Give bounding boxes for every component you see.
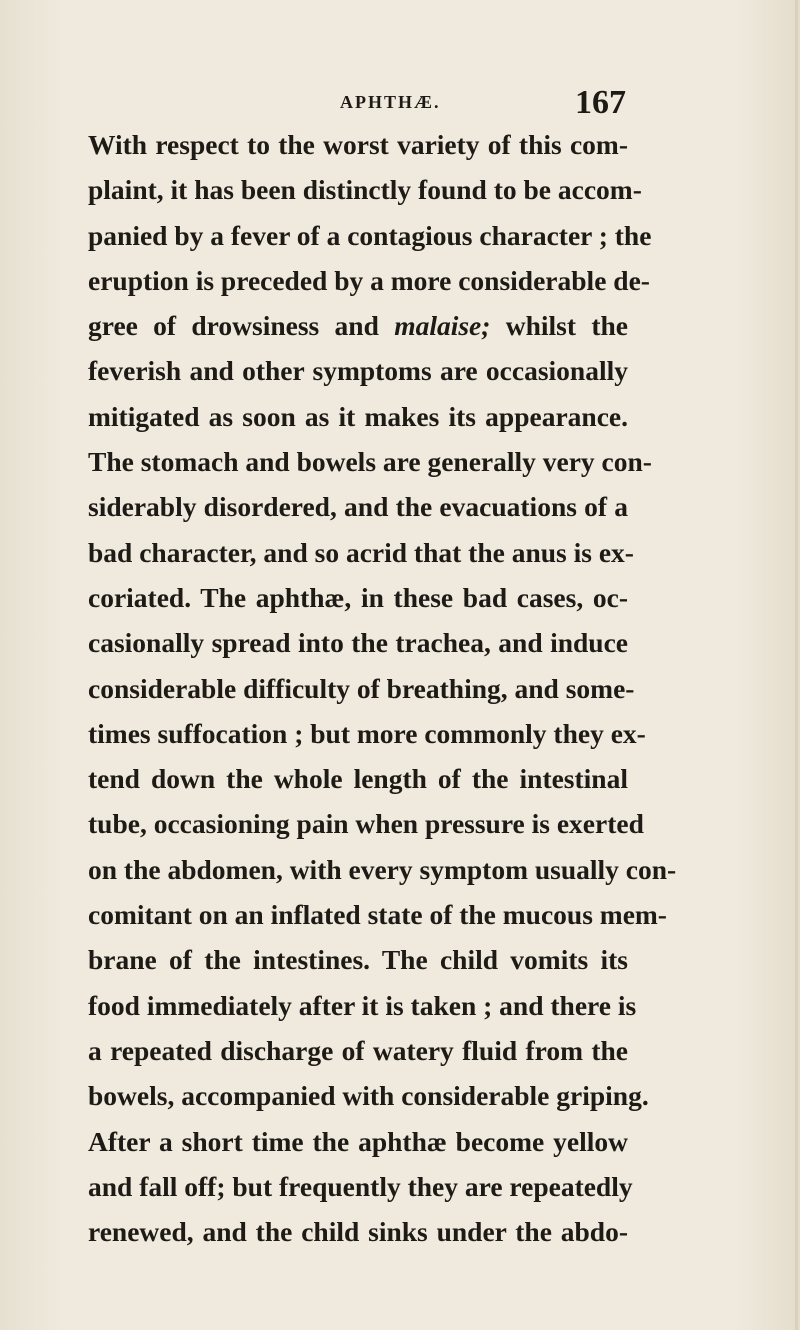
running-head bbox=[0, 84, 800, 122]
page-edge bbox=[795, 0, 798, 1330]
text-line: times suffocation ; but more commonly they ex- bbox=[88, 717, 646, 749]
text-line: panied by a fever of a contagious character ; the bbox=[88, 219, 652, 251]
text-line: food immediately after it is taken ; and there is bbox=[88, 989, 637, 1021]
text-line: renewed, and the child sinks under the abdo- bbox=[88, 1216, 628, 1248]
text-segment: gree of drowsiness and bbox=[88, 310, 395, 342]
body-text bbox=[88, 122, 677, 1254]
text-line: With respect to the worst variety of this com- bbox=[88, 129, 628, 160]
text-line: considerable difficulty of breathing, and some- bbox=[88, 672, 635, 704]
text-line: a repeated discharge of watery fluid from the bbox=[88, 1034, 628, 1066]
text-line: brane of the intestines. The child vomits its bbox=[88, 944, 628, 976]
text-line: tend down the whole length of the intestinal bbox=[88, 763, 628, 795]
text-line: on the abdomen, with every symptom usually con- bbox=[88, 853, 677, 885]
text-line: mitigated as soon as it makes its appearance. bbox=[88, 400, 628, 432]
text-line bbox=[88, 303, 628, 348]
text-line: tube, occasioning pain when pressure is exerted bbox=[88, 808, 644, 840]
text-segment: whilst the bbox=[490, 310, 628, 342]
text-line: comitant on an inflated state of the mucous mem- bbox=[88, 899, 667, 931]
text-line: plaint, it has been distinctly found to be accom- bbox=[88, 174, 642, 206]
text-line: casionally spread into the trachea, and induce bbox=[88, 627, 628, 659]
text-line: coriated. The aphthæ, in these bad cases, oc- bbox=[88, 581, 628, 613]
text-line: eruption is preceded by a more considerable de- bbox=[88, 264, 650, 296]
text-line: After a short time the aphthæ become yellow bbox=[88, 1125, 628, 1157]
running-head-title: APHTHÆ. bbox=[340, 92, 441, 112]
text-line: feverish and other symptoms are occasionally bbox=[88, 355, 628, 387]
text-line: siderably disordered, and the evacuations of a bbox=[88, 491, 628, 523]
page-number: 167 bbox=[575, 84, 626, 121]
text-line: bowels, accompanied with considerable griping. bbox=[88, 1080, 649, 1112]
text-line: and fall off; but frequently they are repeatedly bbox=[88, 1170, 633, 1202]
text-line: The stomach and bowels are generally very con- bbox=[88, 446, 652, 478]
text-line: bad character, and so acrid that the anus is ex- bbox=[88, 536, 634, 568]
italic-term: malaise; bbox=[394, 310, 491, 342]
